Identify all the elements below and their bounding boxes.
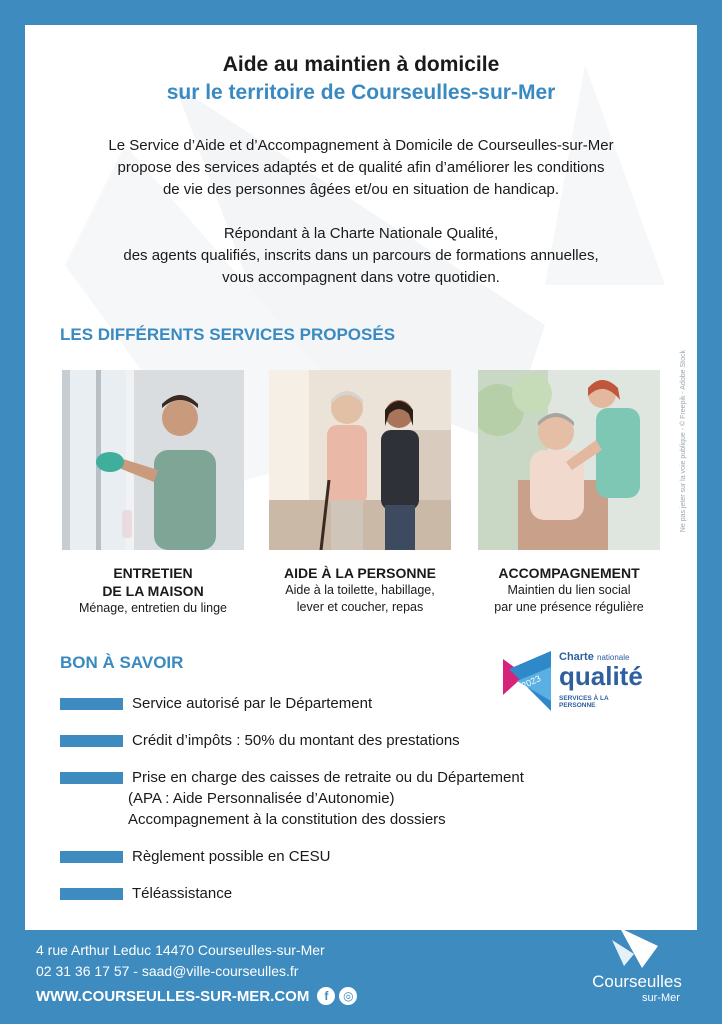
service-title: ENTRETIEN DE LA MAISON [102,565,204,599]
service-aide-personne [269,370,451,616]
info-heading: BON À SAVOIR [60,653,184,672]
info-list [60,693,680,920]
legal-note: Ne pas jeter sur la voie publique - © Freepik - Adobe Stock [680,350,687,533]
footer [36,940,357,1005]
logo-name: Courseulles [592,972,682,991]
service-title: AIDE À LA PERSONNE [284,565,436,581]
service-description: Aide à la toilette, habillage, lever et coucher, repas [285,583,435,614]
facebook-icon[interactable]: f [317,987,335,1005]
service-description: Maintien du lien social par une présence régulière [494,583,644,614]
bullet-bar [60,698,123,710]
list-item: Crédit d’impôts : 50% du montant des prestations [60,730,680,751]
bullet-bar [60,772,123,784]
service-accompagnement [478,370,660,616]
content-panel [25,25,697,930]
website-link[interactable]: WWW.COURSEULLES-SUR-MER.COM [36,987,310,1005]
bullet-bar [60,735,123,747]
charte-year: 2023 [519,673,543,691]
intro-text [45,135,677,311]
service-entretien [62,370,244,617]
footer-website [36,987,357,1005]
page-title: Aide au maintien à domicile [222,53,500,76]
list-item: Règlement possible en CESU [60,846,680,867]
service-title: ACCOMPAGNEMENT [498,565,640,581]
gull-icon [572,920,702,975]
courseulles-logo [572,920,702,1015]
logo-sub: sur-Mer [642,992,680,1004]
bullet-bar [60,888,123,900]
list-item: Service autorisé par le Département [60,693,680,714]
service-description: Ménage, entretien du linge [78,601,228,615]
services-list [62,370,660,620]
photo-assistance [269,370,451,550]
footer-address: 4 rue Arthur Leduc 14470 Courseulles-sur-Mer [36,942,325,958]
intro-paragraph-1: Le Service d’Aide et d’Accompagnement à Domicile de Courseulles-sur-Mer propose des services adaptés et de qualité afin d’améliorer les conditions de vie des personnes âgées et/ou en situation de handicap. [108,137,614,198]
list-item: Téléassistance [60,883,680,904]
services-heading: LES DIFFÉRENTS SERVICES PROPOSÉS [60,325,396,344]
charte-qualite-logo: 2023 Charte nationale qualité SERVICES À LA PERSONNE [503,645,643,715]
page-subtitle: sur le territoire de Courseulles-sur-Mer [166,81,556,104]
instagram-icon[interactable]: ◎ [339,987,357,1005]
photo-companionship [478,370,660,550]
list-item: Prise en charge des caisses de retraite ou du Département (APA : Aide Personnalisée d’Autonomie) Accompagnement à la constitution des dossiers [60,767,680,830]
intro-paragraph-2: Répondant à la Charte Nationale Qualité, des agents qualifiés, inscrits dans un parcours de formations annuelles, vous accompagnent dans votre quotidien. [123,225,599,286]
bullet-bar [60,851,123,863]
footer-contact[interactable]: 02 31 36 17 57 - saad@ville-courseulles.fr [36,963,299,979]
photo-cleaning [62,370,244,550]
